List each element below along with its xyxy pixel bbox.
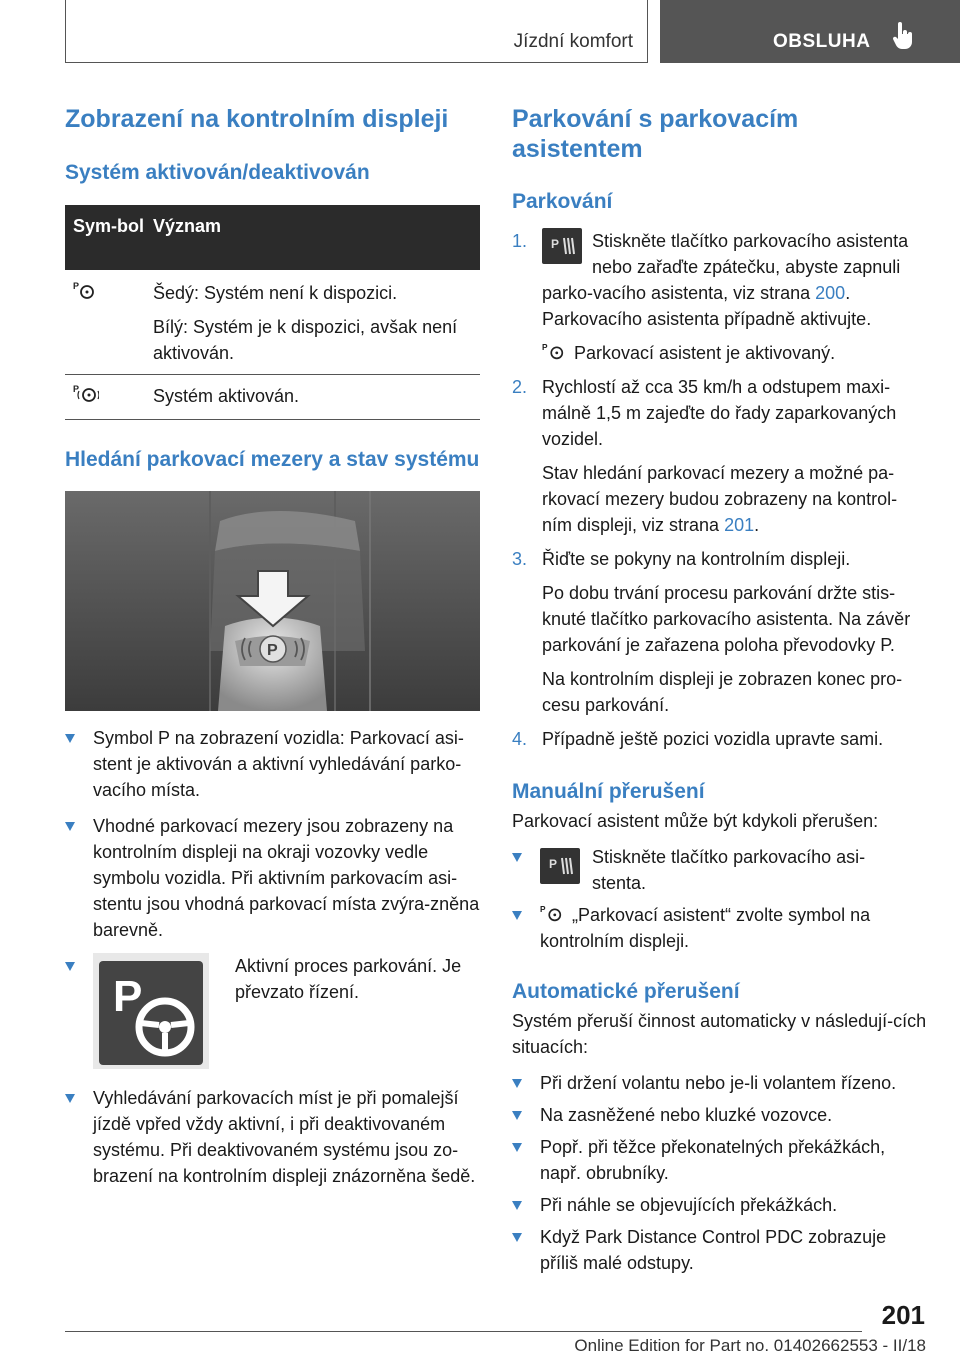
table-cell-symbol xyxy=(65,383,153,410)
step-note xyxy=(542,460,927,538)
auto-bullets xyxy=(512,1070,927,1276)
list-item xyxy=(512,1134,927,1186)
control-display-illustration xyxy=(65,491,480,711)
svg-text:P: P xyxy=(73,384,80,394)
bullet-triangle-icon xyxy=(512,1201,522,1210)
list-item-text: Na zasněžené nebo kluzké vozovce. xyxy=(540,1105,833,1125)
page-link-200[interactable]: 200 xyxy=(815,283,846,303)
list-item xyxy=(512,1224,927,1276)
parking-assistant-button-icon xyxy=(540,848,580,884)
svg-text:P: P xyxy=(549,857,558,871)
list-item xyxy=(512,1192,927,1218)
pointing-hand-icon xyxy=(892,22,914,50)
step-number: 3. xyxy=(512,549,528,569)
bullet-triangle-icon xyxy=(512,1111,522,1120)
step-text: Řiďte se pokyny na kontrolním displeji. xyxy=(542,549,851,569)
right-column xyxy=(512,104,927,1276)
list-item-text: Vhodné parkovací mezery jsou zobrazeny na kontrolním displeji na okraji vozovky vedle symbolu vozidla. Při aktivním parkovacím asi-stentu jsou vhodná parkovací místa zvýra-zněna barevně. xyxy=(93,816,480,940)
parking-steps xyxy=(512,228,927,752)
svg-text:P: P xyxy=(113,972,143,1021)
list-item-text: Vyhledávání parkovacích míst je při pomalejší jízdě vpřed vždy aktivní, i při deaktivovaném systému. Při deaktivovaném systému jsou zo-brazení na kontrolním displeji znázorněna šedě. xyxy=(93,1088,476,1186)
parking-assistant-icon xyxy=(73,280,95,300)
svg-text:P: P xyxy=(542,342,548,353)
bullet-triangle-icon xyxy=(65,822,75,831)
table-header-symbol: Sym-bol xyxy=(73,216,145,236)
list-item xyxy=(65,953,480,1075)
list-item-text: Při náhle se objevujících překážkách. xyxy=(540,1195,838,1215)
list-item xyxy=(512,844,927,892)
list-item xyxy=(512,902,927,954)
subheading-system-status: Systém aktivován/deaktivován xyxy=(65,161,370,184)
symbol-table xyxy=(65,205,480,420)
page-link-201[interactable]: 201 xyxy=(724,515,755,535)
bullet-triangle-icon xyxy=(512,911,522,920)
table-cell-meaning xyxy=(153,280,480,366)
bullet-triangle-icon xyxy=(65,734,75,743)
meaning-white: Bílý: Systém je k dispozici, avšak není aktivován. xyxy=(153,317,458,363)
list-item xyxy=(65,813,480,943)
bullet-triangle-icon xyxy=(512,1079,522,1088)
table-row xyxy=(65,375,480,420)
step-note: Na kontrolním displeji je zobrazen konec pro-cesu parkování. xyxy=(542,669,903,715)
step-note-end: . xyxy=(754,515,760,535)
list-item-text: Aktivní proces parkování. Je převzato řízení. xyxy=(235,956,462,1002)
header-chapter-box xyxy=(660,0,960,63)
svg-text:P: P xyxy=(551,237,560,251)
step-number: 1. xyxy=(512,231,528,251)
subheading-manual-cancel: Manuální přerušení xyxy=(512,780,705,803)
list-item xyxy=(65,1085,480,1189)
parking-assistant-button-icon xyxy=(542,228,582,264)
list-item-text: Popř. při těžce překonatelných překážkách, např. obrubníky. xyxy=(540,1137,886,1183)
bullet-triangle-icon xyxy=(65,962,75,971)
step-note xyxy=(542,340,927,366)
step-text: Případně ještě pozici vozidla upravte sami. xyxy=(542,729,884,749)
step-text-end: . Parkovacího asistenta případně aktivujte. xyxy=(542,283,872,329)
bullet-triangle-icon xyxy=(512,853,522,862)
bullet-triangle-icon xyxy=(512,1143,522,1152)
list-item xyxy=(65,725,480,803)
header-chapter-title: OBSLUHA xyxy=(773,31,871,52)
list-item-text: Když Park Distance Control PDC zobrazuje příliš malé odstupy. xyxy=(540,1227,887,1273)
svg-text:P: P xyxy=(540,904,546,915)
page-number: 201 xyxy=(881,1300,925,1330)
header-section-title: Jízdní komfort xyxy=(513,31,633,52)
footer-rule xyxy=(65,1331,862,1332)
svg-text:P: P xyxy=(73,281,80,291)
list-item xyxy=(512,1070,927,1096)
step-text: Stiskněte tlačítko parkovacího asistenta nebo zařaďte zpátečku, abyste zapnuli parko-vacího asistenta, viz strana xyxy=(542,231,909,303)
parking-assistant-active-icon xyxy=(540,903,564,923)
list-item xyxy=(512,546,927,718)
step-text: Rychlostí až cca 35 km/h a odstupem maxi-málně 1,5 m zajeďte do řady zaparkovaných vozidel. xyxy=(542,377,897,449)
step-note-text: Parkovací asistent je aktivovaný. xyxy=(574,343,836,363)
list-item xyxy=(512,228,927,366)
step-note: Po dobu trvání procesu parkování držte stis-knuté tlačítko parkovacího asistenta. Na závěr parkování je zařazena poloha převodovky P. xyxy=(542,583,911,655)
step-number: 4. xyxy=(512,729,528,749)
list-item xyxy=(512,726,927,752)
parking-assistant-active-icon xyxy=(73,383,99,403)
search-status-bullets xyxy=(65,725,480,1189)
bullet-triangle-icon xyxy=(512,1233,522,1242)
subheading-parking: Parkování xyxy=(512,190,613,213)
table-cell-symbol xyxy=(65,280,153,366)
active-parking-steering-icon xyxy=(93,953,209,1069)
list-item-text: Stiskněte tlačítko parkovacího asi-stenta. xyxy=(592,847,866,893)
bullet-triangle-icon xyxy=(65,1094,75,1103)
manual-intro: Parkovací asistent může být kdykoli přerušen: xyxy=(512,811,879,831)
list-item-text: Při držení volantu nebo je-li volantem řízeno. xyxy=(540,1073,897,1093)
footer-edition: Online Edition for Part no. 01402662553 - II/18 xyxy=(574,1336,926,1355)
auto-intro: Systém přeruší činnost automaticky v následují-cích situacích: xyxy=(512,1011,927,1057)
header-section-box xyxy=(65,0,648,63)
list-item-text: „Parkovací asistent“ zvolte symbol na kontrolním displeji. xyxy=(540,905,871,951)
section-heading-display: Zobrazení na kontrolním displeji xyxy=(65,105,449,133)
step-note-text: Stav hledání parkovací mezery a možné pa-rkovací mezery budou zobrazeny na kontrol-ním displeji, viz strana xyxy=(542,463,898,535)
step-number: 2. xyxy=(512,377,528,397)
section-heading-parking: Parkování s parkovacím asistentem xyxy=(512,105,799,163)
list-item xyxy=(512,1102,927,1128)
list-item-text: Symbol P na zobrazení vozidla: Parkovací asi-stent je aktivován a aktivní vyhledávání parko-vacího místa. xyxy=(93,728,464,800)
list-item xyxy=(512,374,927,538)
table-header xyxy=(65,205,480,270)
table-row xyxy=(65,270,480,375)
left-column xyxy=(65,104,480,1189)
meaning-grey: Šedý: Systém není k dispozici. xyxy=(153,283,398,303)
table-cell-meaning: Systém aktivován. xyxy=(153,386,300,406)
subheading-auto-cancel: Automatické přerušení xyxy=(512,980,740,1003)
table-header-meaning: Význam xyxy=(153,216,222,236)
parking-assistant-active-icon xyxy=(542,341,566,361)
subheading-search-status: Hledání parkovací mezery a stav systému xyxy=(65,448,480,471)
svg-text:P: P xyxy=(267,642,278,659)
